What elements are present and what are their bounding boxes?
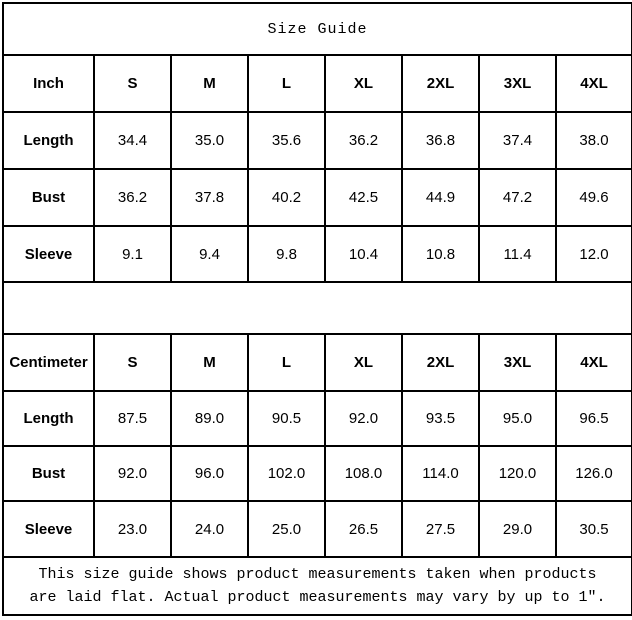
size-guide-table bbox=[2, 2, 632, 616]
value-cell: 35.0 bbox=[171, 112, 248, 169]
size-header-2xl: 2XL bbox=[402, 334, 479, 391]
value-cell: 92.0 bbox=[94, 446, 171, 501]
value-cell: 34.4 bbox=[94, 112, 171, 169]
row-label-length-inch: Length bbox=[3, 112, 94, 169]
row-label-sleeve-cm: Sleeve bbox=[3, 501, 94, 557]
size-header-m: M bbox=[171, 55, 248, 112]
row-label-bust-inch: Bust bbox=[3, 169, 94, 226]
value-cell: 9.4 bbox=[171, 226, 248, 282]
value-cell: 120.0 bbox=[479, 446, 556, 501]
page-title: Size Guide bbox=[3, 3, 632, 55]
value-cell: 11.4 bbox=[479, 226, 556, 282]
row-label-bust-cm: Bust bbox=[3, 446, 94, 501]
value-cell: 92.0 bbox=[325, 391, 402, 446]
value-cell: 9.8 bbox=[248, 226, 325, 282]
size-header-3xl: 3XL bbox=[479, 55, 556, 112]
value-cell: 26.5 bbox=[325, 501, 402, 557]
value-cell: 42.5 bbox=[325, 169, 402, 226]
value-cell: 27.5 bbox=[402, 501, 479, 557]
size-header-3xl: 3XL bbox=[479, 334, 556, 391]
value-cell: 30.5 bbox=[556, 501, 632, 557]
inch-unit-header: Inch bbox=[3, 55, 94, 112]
value-cell: 10.4 bbox=[325, 226, 402, 282]
value-cell: 47.2 bbox=[479, 169, 556, 226]
value-cell: 93.5 bbox=[402, 391, 479, 446]
row-label-sleeve-inch: Sleeve bbox=[3, 226, 94, 282]
value-cell: 12.0 bbox=[556, 226, 632, 282]
size-header-s: S bbox=[94, 334, 171, 391]
table-row bbox=[3, 226, 632, 282]
value-cell: 35.6 bbox=[248, 112, 325, 169]
value-cell: 36.2 bbox=[94, 169, 171, 226]
table-row bbox=[3, 391, 632, 446]
value-cell: 10.8 bbox=[402, 226, 479, 282]
value-cell: 90.5 bbox=[248, 391, 325, 446]
value-cell: 29.0 bbox=[479, 501, 556, 557]
value-cell: 25.0 bbox=[248, 501, 325, 557]
inch-header-row bbox=[3, 55, 632, 112]
value-cell: 114.0 bbox=[402, 446, 479, 501]
value-cell: 87.5 bbox=[94, 391, 171, 446]
table-spacer bbox=[3, 282, 632, 334]
table-row bbox=[3, 501, 632, 557]
size-header-xl: XL bbox=[325, 334, 402, 391]
value-cell: 102.0 bbox=[248, 446, 325, 501]
value-cell: 36.8 bbox=[402, 112, 479, 169]
cm-header-row bbox=[3, 334, 632, 391]
value-cell: 40.2 bbox=[248, 169, 325, 226]
cm-unit-header: Centimeter bbox=[3, 334, 94, 391]
footer-note bbox=[3, 557, 632, 615]
value-cell: 126.0 bbox=[556, 446, 632, 501]
size-header-xl: XL bbox=[325, 55, 402, 112]
row-label-length-cm: Length bbox=[3, 391, 94, 446]
value-cell: 37.8 bbox=[171, 169, 248, 226]
value-cell: 108.0 bbox=[325, 446, 402, 501]
value-cell: 23.0 bbox=[94, 501, 171, 557]
value-cell: 49.6 bbox=[556, 169, 632, 226]
value-cell: 44.9 bbox=[402, 169, 479, 226]
value-cell: 95.0 bbox=[479, 391, 556, 446]
value-cell: 89.0 bbox=[171, 391, 248, 446]
table-row bbox=[3, 112, 632, 169]
size-header-l: L bbox=[248, 334, 325, 391]
value-cell: 96.0 bbox=[171, 446, 248, 501]
size-header-2xl: 2XL bbox=[402, 55, 479, 112]
size-header-4xl: 4XL bbox=[556, 334, 632, 391]
size-header-s: S bbox=[94, 55, 171, 112]
value-cell: 37.4 bbox=[479, 112, 556, 169]
value-cell: 38.0 bbox=[556, 112, 632, 169]
table-row bbox=[3, 446, 632, 501]
value-cell: 36.2 bbox=[325, 112, 402, 169]
value-cell: 24.0 bbox=[171, 501, 248, 557]
value-cell: 9.1 bbox=[94, 226, 171, 282]
footer-note-line1: This size guide shows product measurements taken when products bbox=[38, 565, 597, 583]
value-cell: 96.5 bbox=[556, 391, 632, 446]
size-header-m: M bbox=[171, 334, 248, 391]
size-guide-page bbox=[0, 2, 632, 620]
footer-note-line2: are laid flat. Actual product measurements may vary by up to 1″. bbox=[29, 589, 606, 606]
size-header-l: L bbox=[248, 55, 325, 112]
table-row bbox=[3, 169, 632, 226]
size-header-4xl: 4XL bbox=[556, 55, 632, 112]
